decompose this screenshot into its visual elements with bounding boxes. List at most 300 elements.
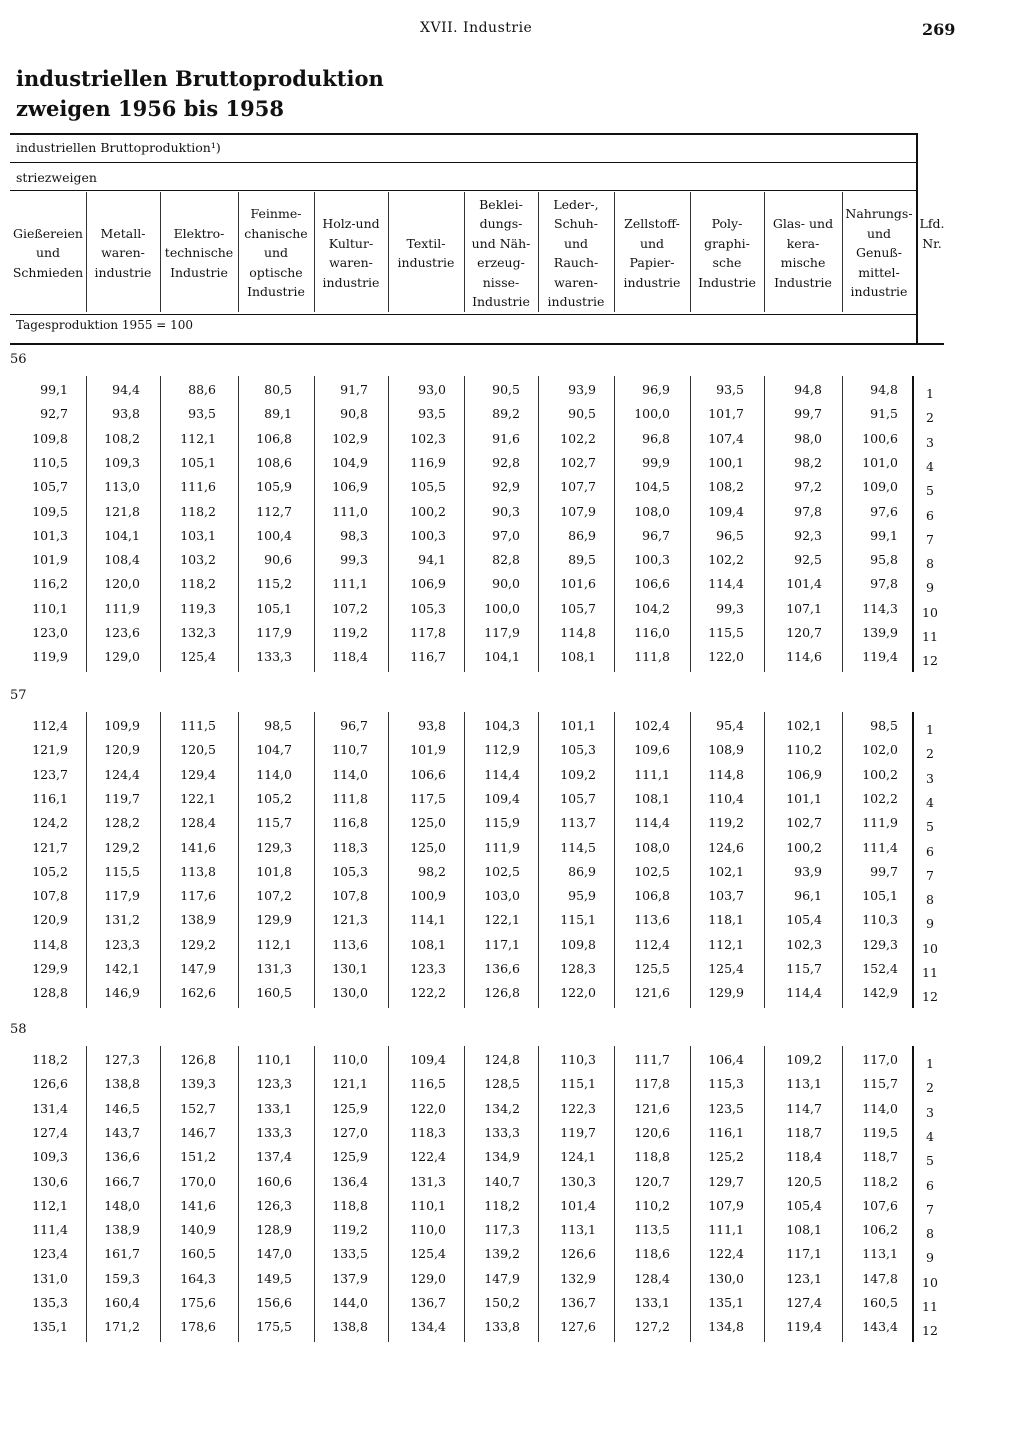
table-cell: 123,4 <box>32 1246 68 1262</box>
table-cell: 125,4 <box>410 1246 446 1262</box>
column-header: Holz-und Kultur- waren- industrie <box>322 216 380 290</box>
subheading-2: striezweigen <box>16 170 97 185</box>
table-cell: 131,4 <box>32 1100 68 1116</box>
table-cell: 160,5 <box>256 985 292 1001</box>
table-cell: 112,1 <box>180 430 216 446</box>
table-cell: 100,0 <box>484 600 520 616</box>
table-cell: 125,2 <box>708 1149 744 1165</box>
table-cell: 131,3 <box>410 1173 446 1189</box>
table-cell: 111,9 <box>104 600 140 616</box>
table-cell: 119,5 <box>862 1124 898 1140</box>
running-header <box>0 20 1024 44</box>
table-cell: 118,1 <box>708 912 744 928</box>
table-cell: 119,4 <box>862 649 898 665</box>
table-cell: 105,5 <box>410 479 446 495</box>
table-cell: 128,8 <box>32 985 68 1001</box>
column-separator <box>238 192 239 312</box>
table-cell: 140,7 <box>484 1173 520 1189</box>
table-cell: 106,8 <box>256 430 292 446</box>
table-cell: 96,8 <box>642 430 670 446</box>
table-cell: 175,6 <box>180 1295 216 1310</box>
table-cell: 128,2 <box>104 815 140 831</box>
table-cell: 92,8 <box>492 454 520 470</box>
table-cell: 102,2 <box>708 552 744 568</box>
table-cell: 107,9 <box>560 503 596 519</box>
row-number: 6 <box>926 507 934 523</box>
table-cell: 124,2 <box>32 815 68 831</box>
column-separator <box>842 192 843 312</box>
table-cell: 120,9 <box>32 912 68 928</box>
table-cell: 97,2 <box>794 479 822 495</box>
table-cell: 146,5 <box>104 1100 140 1116</box>
table-cell: 136,7 <box>560 1295 596 1310</box>
page-title <box>16 64 384 124</box>
table-cell: 124,8 <box>484 1052 520 1067</box>
table-cell: 123,3 <box>256 1076 292 1092</box>
table-cell: 119,3 <box>180 600 216 616</box>
table-cell: 103,7 <box>708 888 744 904</box>
table-cell: 91,5 <box>870 406 898 422</box>
table-cell: 94,1 <box>418 552 446 568</box>
row-number: 5 <box>926 483 934 499</box>
table-cell: 129,9 <box>708 985 744 1001</box>
table-cell: 134,2 <box>484 1100 520 1116</box>
table-cell: 99,1 <box>870 527 898 543</box>
table-cell: 100,3 <box>410 527 446 543</box>
table-cell: 124,1 <box>560 1149 596 1165</box>
table-cell: 102,5 <box>484 863 520 879</box>
table-cell: 122,4 <box>708 1246 744 1262</box>
column-separator <box>764 192 765 312</box>
table-cell: 160,4 <box>104 1295 140 1310</box>
row-number: 1 <box>926 386 934 401</box>
table-cell: 112,4 <box>32 718 68 733</box>
table-cell: 112,7 <box>256 503 292 519</box>
table-cell: 102,9 <box>332 430 368 446</box>
table-cell: 107,8 <box>32 888 68 904</box>
table-cell: 134,8 <box>708 1319 744 1335</box>
table-cell: 109,8 <box>560 936 596 952</box>
table-cell: 141,6 <box>180 839 216 855</box>
table-cell: 93,9 <box>794 863 822 879</box>
year-label: 56 <box>10 352 27 367</box>
table-cell: 115,7 <box>786 961 822 976</box>
table-cell: 107,8 <box>332 888 368 904</box>
table-cell: 130,0 <box>332 985 368 1001</box>
table-cell: 100,2 <box>786 839 822 855</box>
table-cell: 105,1 <box>862 888 898 904</box>
table-cell: 111,1 <box>708 1222 744 1238</box>
sub-rule-2 <box>10 190 918 191</box>
table-cell: 92,7 <box>40 406 68 422</box>
row-number: 9 <box>926 580 934 596</box>
table-cell: 108,2 <box>708 479 744 495</box>
table-cell: 128,3 <box>560 961 596 976</box>
table-cell: 120,0 <box>104 576 140 592</box>
table-cell: 126,6 <box>32 1076 68 1092</box>
table-cell: 146,9 <box>104 985 140 1001</box>
table-cell: 127,4 <box>786 1295 822 1310</box>
table-cell: 105,7 <box>560 790 596 806</box>
year-label: 57 <box>10 688 27 703</box>
column-separator <box>464 192 465 312</box>
table-cell: 110,7 <box>332 742 368 758</box>
table-cell: 114,8 <box>708 766 744 782</box>
table-cell: 105,1 <box>180 454 216 470</box>
table-cell: 129,2 <box>180 936 216 952</box>
table-cell: 144,0 <box>332 1295 368 1310</box>
table-cell: 89,5 <box>568 552 596 568</box>
table-cell: 105,1 <box>256 600 292 616</box>
table-cell: 100,6 <box>862 430 898 446</box>
table-cell: 121,9 <box>32 742 68 758</box>
column-header: Elektro- technische Industrie <box>164 225 234 280</box>
table-cell: 104,1 <box>484 649 520 665</box>
table-cell: 134,9 <box>484 1149 520 1165</box>
table-cell: 115,5 <box>708 625 744 640</box>
table-cell: 108,0 <box>634 503 670 519</box>
row-number: 6 <box>926 1177 934 1193</box>
table-cell: 98,2 <box>794 454 822 470</box>
table-cell: 132,9 <box>560 1270 596 1286</box>
table-cell: 110,2 <box>634 1197 670 1213</box>
table-cell: 98,5 <box>264 718 292 733</box>
table-cell: 88,6 <box>188 382 216 397</box>
table-cell: 141,6 <box>180 1197 216 1213</box>
table-cell: 93,8 <box>418 718 446 733</box>
unit-note: Tagesproduktion 1955 = 100 <box>16 318 194 332</box>
table-cell: 112,1 <box>32 1197 68 1213</box>
row-number: 2 <box>926 410 934 426</box>
table-cell: 125,9 <box>332 1100 368 1116</box>
table-cell: 106,9 <box>332 479 368 495</box>
table-cell: 106,2 <box>862 1222 898 1238</box>
table-cell: 133,5 <box>332 1246 368 1262</box>
table-cell: 98,0 <box>794 430 822 446</box>
table-cell: 93,5 <box>418 406 446 422</box>
table-cell: 94,8 <box>794 382 822 397</box>
table-cell: 113,7 <box>560 815 596 831</box>
table-cell: 130,6 <box>32 1173 68 1189</box>
table-cell: 111,9 <box>484 839 520 855</box>
table-cell: 142,1 <box>104 961 140 976</box>
table-cell: 139,9 <box>862 625 898 640</box>
row-number: 11 <box>922 965 938 980</box>
table-cell: 118,2 <box>484 1197 520 1213</box>
table-cell: 110,1 <box>410 1197 446 1213</box>
table-cell: 128,4 <box>180 815 216 831</box>
table-cell: 107,2 <box>332 600 368 616</box>
table-cell: 90,5 <box>492 382 520 397</box>
year-label: 58 <box>10 1022 27 1037</box>
table-cell: 102,7 <box>560 454 596 470</box>
table-cell: 160,6 <box>256 1173 292 1189</box>
table-cell: 99,3 <box>340 552 368 568</box>
table-cell: 117,1 <box>484 936 520 952</box>
table-cell: 105,3 <box>560 742 596 758</box>
table-cell: 92,3 <box>794 527 822 543</box>
table-cell: 105,3 <box>332 863 368 879</box>
table-cell: 133,8 <box>484 1319 520 1335</box>
table-cell: 105,4 <box>786 912 822 928</box>
table-cell: 113,8 <box>180 863 216 879</box>
sub-rule-1 <box>10 162 918 163</box>
table-cell: 110,0 <box>332 1052 368 1067</box>
table-cell: 119,7 <box>560 1124 596 1140</box>
table-cell: 123,1 <box>786 1270 822 1286</box>
row-number: 12 <box>922 1323 938 1339</box>
table-cell: 119,2 <box>708 815 744 831</box>
table-cell: 131,3 <box>256 961 292 976</box>
table-cell: 114,8 <box>32 936 68 952</box>
table-cell: 109,0 <box>862 479 898 495</box>
row-number: 9 <box>926 916 934 932</box>
table-cell: 120,6 <box>634 1124 670 1140</box>
table-cell: 110,1 <box>256 1052 292 1067</box>
table-cell: 112,9 <box>484 742 520 758</box>
row-number: 11 <box>922 1299 938 1314</box>
table-cell: 133,1 <box>634 1295 670 1310</box>
unit-rule <box>10 343 944 345</box>
table-cell: 117,0 <box>862 1052 898 1067</box>
row-number: 3 <box>926 770 934 786</box>
table-cell: 90,3 <box>492 503 520 519</box>
table-cell: 96,5 <box>716 527 744 543</box>
table-cell: 138,8 <box>104 1076 140 1092</box>
table-cell: 118,7 <box>862 1149 898 1165</box>
table-cell: 106,6 <box>410 766 446 782</box>
table-cell: 117,9 <box>104 888 140 904</box>
table-cell: 125,4 <box>180 649 216 665</box>
row-number: 2 <box>926 746 934 762</box>
table-cell: 111,4 <box>32 1222 68 1238</box>
row-number: 7 <box>926 1201 934 1217</box>
table-cell: 127,0 <box>332 1124 368 1140</box>
table-cell: 123,7 <box>32 766 68 782</box>
column-header: Metall- waren- industrie <box>94 225 152 280</box>
table-cell: 107,4 <box>708 430 744 446</box>
table-cell: 82,8 <box>492 552 520 568</box>
table-cell: 95,8 <box>870 552 898 568</box>
column-header: Lfd. Nr. <box>919 216 945 251</box>
table-cell: 97,0 <box>492 527 520 543</box>
table-cell: 175,5 <box>256 1319 292 1335</box>
table-cell: 90,6 <box>264 552 292 568</box>
table-cell: 108,9 <box>708 742 744 758</box>
table-cell: 138,9 <box>104 1222 140 1238</box>
table-cell: 129,9 <box>256 912 292 928</box>
table-cell: 126,8 <box>484 985 520 1001</box>
table-cell: 80,5 <box>264 382 292 397</box>
table-cell: 106,8 <box>634 888 670 904</box>
table-cell: 107,2 <box>256 888 292 904</box>
table-cell: 113,1 <box>862 1246 898 1262</box>
row-number: 10 <box>922 604 938 620</box>
table-cell: 108,1 <box>786 1222 822 1238</box>
title-line-2: zweigen 1956 bis 1958 <box>16 96 284 121</box>
table-cell: 115,2 <box>256 576 292 592</box>
table-cell: 117,5 <box>410 790 446 806</box>
table-cell: 96,7 <box>642 527 670 543</box>
table-cell: 111,7 <box>634 1052 670 1067</box>
table-cell: 108,1 <box>560 649 596 665</box>
table-cell: 105,3 <box>410 600 446 616</box>
table-cell: 128,9 <box>256 1222 292 1238</box>
table-cell: 135,1 <box>708 1295 744 1310</box>
table-cell: 113,0 <box>104 479 140 495</box>
table-cell: 152,7 <box>180 1100 216 1116</box>
table-cell: 123,5 <box>708 1100 744 1116</box>
table-cell: 129,0 <box>410 1270 446 1286</box>
column-header: Poly- graphi- sche Industrie <box>698 216 756 290</box>
table-cell: 122,4 <box>410 1149 446 1165</box>
table-cell: 129,9 <box>32 961 68 976</box>
table-cell: 108,6 <box>256 454 292 470</box>
table-cell: 117,9 <box>484 625 520 640</box>
table-cell: 127,6 <box>560 1319 596 1335</box>
column-header: Zellstoff- und Papier- industrie <box>623 216 681 290</box>
table-cell: 91,6 <box>492 430 520 446</box>
table-cell: 102,1 <box>708 863 744 879</box>
table-cell: 129,0 <box>104 649 140 665</box>
table-cell: 101,3 <box>32 527 68 543</box>
table-cell: 119,4 <box>786 1319 822 1335</box>
table-cell: 123,3 <box>104 936 140 952</box>
row-number: 10 <box>922 1274 938 1290</box>
table-cell: 110,1 <box>32 600 68 616</box>
row-number: 8 <box>926 892 934 908</box>
table-cell: 131,0 <box>32 1270 68 1286</box>
header-bottom-rule <box>10 314 918 315</box>
table-cell: 139,3 <box>180 1076 216 1092</box>
table-cell: 111,9 <box>862 815 898 831</box>
table-cell: 110,5 <box>32 454 68 470</box>
table-cell: 111,1 <box>634 766 670 782</box>
table-cell: 109,2 <box>786 1052 822 1067</box>
row-number: 9 <box>926 1250 934 1266</box>
table-cell: 148,0 <box>104 1197 140 1213</box>
table-cell: 115,9 <box>484 815 520 831</box>
table-cell: 109,6 <box>634 742 670 758</box>
table-cell: 101,1 <box>560 718 596 733</box>
right-frame-rule <box>912 1046 914 1342</box>
table-cell: 106,9 <box>410 576 446 592</box>
row-number: 6 <box>926 843 934 859</box>
table-cell: 96,9 <box>642 382 670 397</box>
table-cell: 109,4 <box>708 503 744 519</box>
title-line-1: industriellen Bruttoproduktion <box>16 66 384 91</box>
table-cell: 117,8 <box>410 625 446 640</box>
table-cell: 110,3 <box>862 912 898 928</box>
table-cell: 96,7 <box>340 718 368 733</box>
table-cell: 152,4 <box>862 961 898 976</box>
table-cell: 100,1 <box>708 454 744 470</box>
table-cell: 114,7 <box>786 1100 822 1116</box>
table-cell: 147,8 <box>862 1270 898 1286</box>
table-cell: 86,9 <box>568 527 596 543</box>
table-cell: 110,4 <box>708 790 744 806</box>
table-cell: 111,8 <box>332 790 368 806</box>
row-number: 5 <box>926 819 934 835</box>
table-cell: 113,1 <box>786 1076 822 1092</box>
column-separator <box>614 192 615 312</box>
table-cell: 104,2 <box>634 600 670 616</box>
table-cell: 97,8 <box>794 503 822 519</box>
table-cell: 109,4 <box>484 790 520 806</box>
table-cell: 91,7 <box>340 382 368 397</box>
table-cell: 127,4 <box>32 1124 68 1140</box>
table-cell: 119,7 <box>104 790 140 806</box>
table-cell: 89,2 <box>492 406 520 422</box>
row-number: 7 <box>926 531 934 547</box>
table-cell: 112,1 <box>256 936 292 952</box>
table-cell: 122,1 <box>180 790 216 806</box>
table-cell: 143,4 <box>862 1319 898 1335</box>
table-cell: 89,1 <box>264 406 292 422</box>
column-header: Nahrungs- und Genuß- mittel- industrie <box>845 206 913 300</box>
table-cell: 106,9 <box>786 766 822 782</box>
table-cell: 114,6 <box>786 649 822 665</box>
table-cell: 102,3 <box>786 936 822 952</box>
table-cell: 105,2 <box>256 790 292 806</box>
table-cell: 114,4 <box>708 576 744 592</box>
table-cell: 109,4 <box>410 1052 446 1067</box>
table-cell: 131,2 <box>104 912 140 928</box>
table-cell: 130,1 <box>332 961 368 976</box>
table-cell: 118,2 <box>180 503 216 519</box>
table-cell: 103,2 <box>180 552 216 568</box>
column-separator <box>314 192 315 312</box>
table-cell: 118,8 <box>332 1197 368 1213</box>
table-cell: 178,6 <box>180 1319 216 1335</box>
table-cell: 105,9 <box>256 479 292 495</box>
table-cell: 150,2 <box>484 1295 520 1310</box>
table-cell: 114,4 <box>634 815 670 831</box>
table-cell: 166,7 <box>104 1173 140 1189</box>
column-separator <box>160 192 161 312</box>
table-cell: 119,2 <box>332 1222 368 1238</box>
table-cell: 109,2 <box>560 766 596 782</box>
table-cell: 127,2 <box>634 1319 670 1335</box>
table-cell: 125,0 <box>410 815 446 831</box>
row-number: 3 <box>926 1104 934 1120</box>
table-cell: 94,4 <box>112 382 140 397</box>
table-cell: 100,2 <box>862 766 898 782</box>
table-cell: 104,5 <box>634 479 670 495</box>
table-cell: 103,0 <box>484 888 520 904</box>
table-cell: 101,8 <box>256 863 292 879</box>
table-cell: 122,3 <box>560 1100 596 1116</box>
row-number: 7 <box>926 867 934 883</box>
column-header: Gießereien und Schmieden <box>12 225 84 280</box>
table-cell: 117,6 <box>180 888 216 904</box>
table-cell: 105,7 <box>560 600 596 616</box>
table-cell: 133,3 <box>256 1124 292 1140</box>
column-separator <box>86 192 87 312</box>
table-cell: 107,7 <box>560 479 596 495</box>
table-cell: 102,5 <box>634 863 670 879</box>
table-cell: 160,5 <box>180 1246 216 1262</box>
table-cell: 117,3 <box>484 1222 520 1238</box>
table-cell: 111,0 <box>332 503 368 519</box>
table-cell: 99,7 <box>870 863 898 879</box>
table-cell: 119,9 <box>32 649 68 665</box>
table-cell: 121,6 <box>634 1100 670 1116</box>
table-cell: 113,6 <box>332 936 368 952</box>
table-cell: 117,9 <box>256 625 292 640</box>
right-frame-rule <box>912 376 914 672</box>
table-cell: 112,1 <box>708 936 744 952</box>
